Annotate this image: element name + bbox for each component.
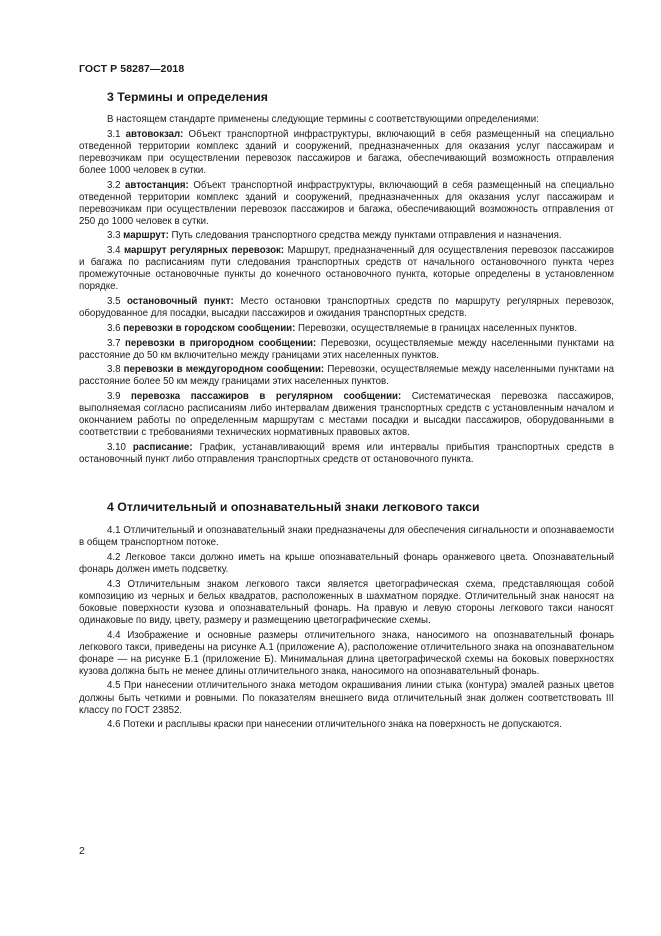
- term-definition: [79, 323, 614, 335]
- term-text: Объект транспортной инфраструктуры, включающий в себя размещенный на специально отведенной территории комплекс зданий и сооружений, предназначенных для оказания услуг пассажирам и перевозчикам при осуществлении перевозок пассажиров и багажа, обеспечивающий возможность отправления более 1000 человек в сутки.: [79, 128, 614, 176]
- term-name: автостанция:: [125, 179, 189, 191]
- term-text: Перевозки, осуществляемые между населенными пунктами на расстояние до 50 км включительно между границами этих населенных пунктов.: [79, 337, 614, 361]
- term-name: перевозки в городском сообщении:: [123, 322, 296, 334]
- term-number: 3.3: [107, 230, 124, 242]
- term-number: 3.1: [107, 128, 126, 140]
- term-text: Перевозки, осуществляемые в границах населенных пунктов.: [295, 322, 578, 334]
- term-definition: [79, 391, 614, 439]
- term-text: Систематическая перевозка пассажиров, выполняемая согласно расписаниям либо интервалам движения транспортных средств с установленным началом и окончанием работы по определенным маршрутам с местами посадки и высадки пассажиров, оборудованными в соответствии с требованиями технических нормативных правовых актов.: [79, 391, 614, 439]
- section-3-intro: В настоящем стандарте применены следующие термины с соответствующими определениями:: [107, 114, 539, 125]
- term-number: 3.5: [107, 296, 127, 308]
- term-definition: [79, 245, 614, 293]
- term-text: Объект транспортной инфраструктуры, включающий в себя размещенный на специально отведенной территории комплекс зданий и сооружений, предназначенных для оказания услуг пассажирам и перевозчикам при осуществлении перевозок пассажиров и багажа, обеспечивающий возможность отправления от 250 до 1000 человек в сутки.: [79, 179, 614, 227]
- standard-designation: ГОСТ Р 58287—2018: [79, 63, 185, 75]
- term-name: маршрут:: [123, 230, 169, 242]
- section-4-paragraph: 4.1 Отличительный и опознавательный знаки предназначены для обеспечения сигнальности и опознаваемости в общем транспортном потоке.: [79, 525, 614, 549]
- term-text: Перевозки, осуществляемые между населенными пунктами на расстояние более 50 км между границами этих населенных пунктов.: [79, 364, 614, 388]
- term-text: Маршрут, предназначенный для осуществления перевозок пассажиров и багажа по расписаниям пути следования транспортных средств от начального остановочного пункта через промежуточные остановочные пункты до конечного остановочного пункта, которые определены в установленном порядке.: [79, 245, 615, 293]
- term-definition: [79, 296, 614, 320]
- section-4-paragraph: 4.4 Изображение и основные размеры отличительного знака, наносимого на опознавательный фонарь легкового такси, приведены на рисунке А.1 (приложение А), расположение отличительного знака на опознавательном фонаре — на рисунке Б.1 (приложение Б). Минимальная длина цветографической схемы на боковых поверхностях кузова должна быть не менее длины отличительного знака, наносимого на опознавательный фонарь.: [79, 629, 614, 677]
- term-text: График, устанавливающий время или интервалы прибытия транспортных средств в остановочный пункт либо отправления транспортных средств от остановочного пункта.: [79, 442, 614, 466]
- terms-list: [79, 129, 614, 466]
- term-text: Место остановки транспортных средств по маршруту регулярных перевозок, оборудованное для посадки, высадки пассажиров и ожидания транспортных средств.: [79, 296, 614, 320]
- section-4-paragraph: 4.6 Потеки и расплывы краски при нанесении отличительного знака на поверхность не допускаются.: [107, 719, 562, 731]
- page-number: 2: [79, 845, 85, 857]
- term-number: 3.4: [107, 245, 124, 257]
- term-text: Путь следования транспортного средства между пунктами отправления и назначения.: [168, 230, 562, 242]
- term-definition: [79, 442, 614, 466]
- term-definition: [79, 230, 614, 242]
- term-definition: [79, 180, 614, 228]
- term-name: расписание:: [132, 442, 193, 454]
- term-number: 3.9: [107, 391, 131, 403]
- term-number: 3.7: [107, 337, 125, 349]
- term-definition: [79, 338, 614, 362]
- section-4-paragraphs: [79, 525, 614, 731]
- section-4-paragraph: 4.3 Отличительным знаком легкового такси является цветографическая схема, представляющая собой композицию из черных и белых квадратов, расположенных в шахматном порядке. Отличительный знак наносят на боковые поверхности кузова и опознавательный фонарь. На правую и левую стороны легкового такси наносят одинаковые по виду, цвету, размеру и размещению цветографические схемы.: [79, 578, 614, 626]
- term-number: 3.8: [107, 364, 124, 376]
- term-name: маршрут регулярных перевозок:: [124, 245, 285, 257]
- term-name: автовокзал:: [125, 128, 184, 140]
- term-definition: [79, 364, 614, 388]
- term-name: остановочный пункт:: [127, 296, 234, 308]
- page-content: [79, 90, 614, 734]
- section-4-paragraph: 4.2 Легковое такси должно иметь на крыше опознавательный фонарь оранжевого цвета. Опознавательный фонарь должен иметь подсветку.: [79, 551, 614, 575]
- term-name: перевозки в междугородном сообщении:: [123, 364, 325, 376]
- section-4-heading: 4 Отличительный и опознавательный знаки легкового такси: [107, 500, 480, 515]
- term-number: 3.10: [107, 442, 133, 454]
- term-number: 3.2: [107, 179, 125, 191]
- term-name: перевозка пассажиров в регулярном сообщении:: [130, 391, 402, 403]
- section-3-heading: 3 Термины и определения: [107, 90, 268, 104]
- term-definition: [79, 129, 614, 177]
- term-name: перевозки в пригородном сообщении:: [124, 337, 317, 349]
- section-4-paragraph: 4.5 При нанесении отличительного знака методом окрашивания линии стыка (контура) эмалей разных цветов должны быть четкими и ровными. По показателям внешнего вида отличительный знак должен соответствовать III классу по ГОСТ 23852.: [79, 680, 614, 716]
- term-number: 3.6: [107, 322, 124, 334]
